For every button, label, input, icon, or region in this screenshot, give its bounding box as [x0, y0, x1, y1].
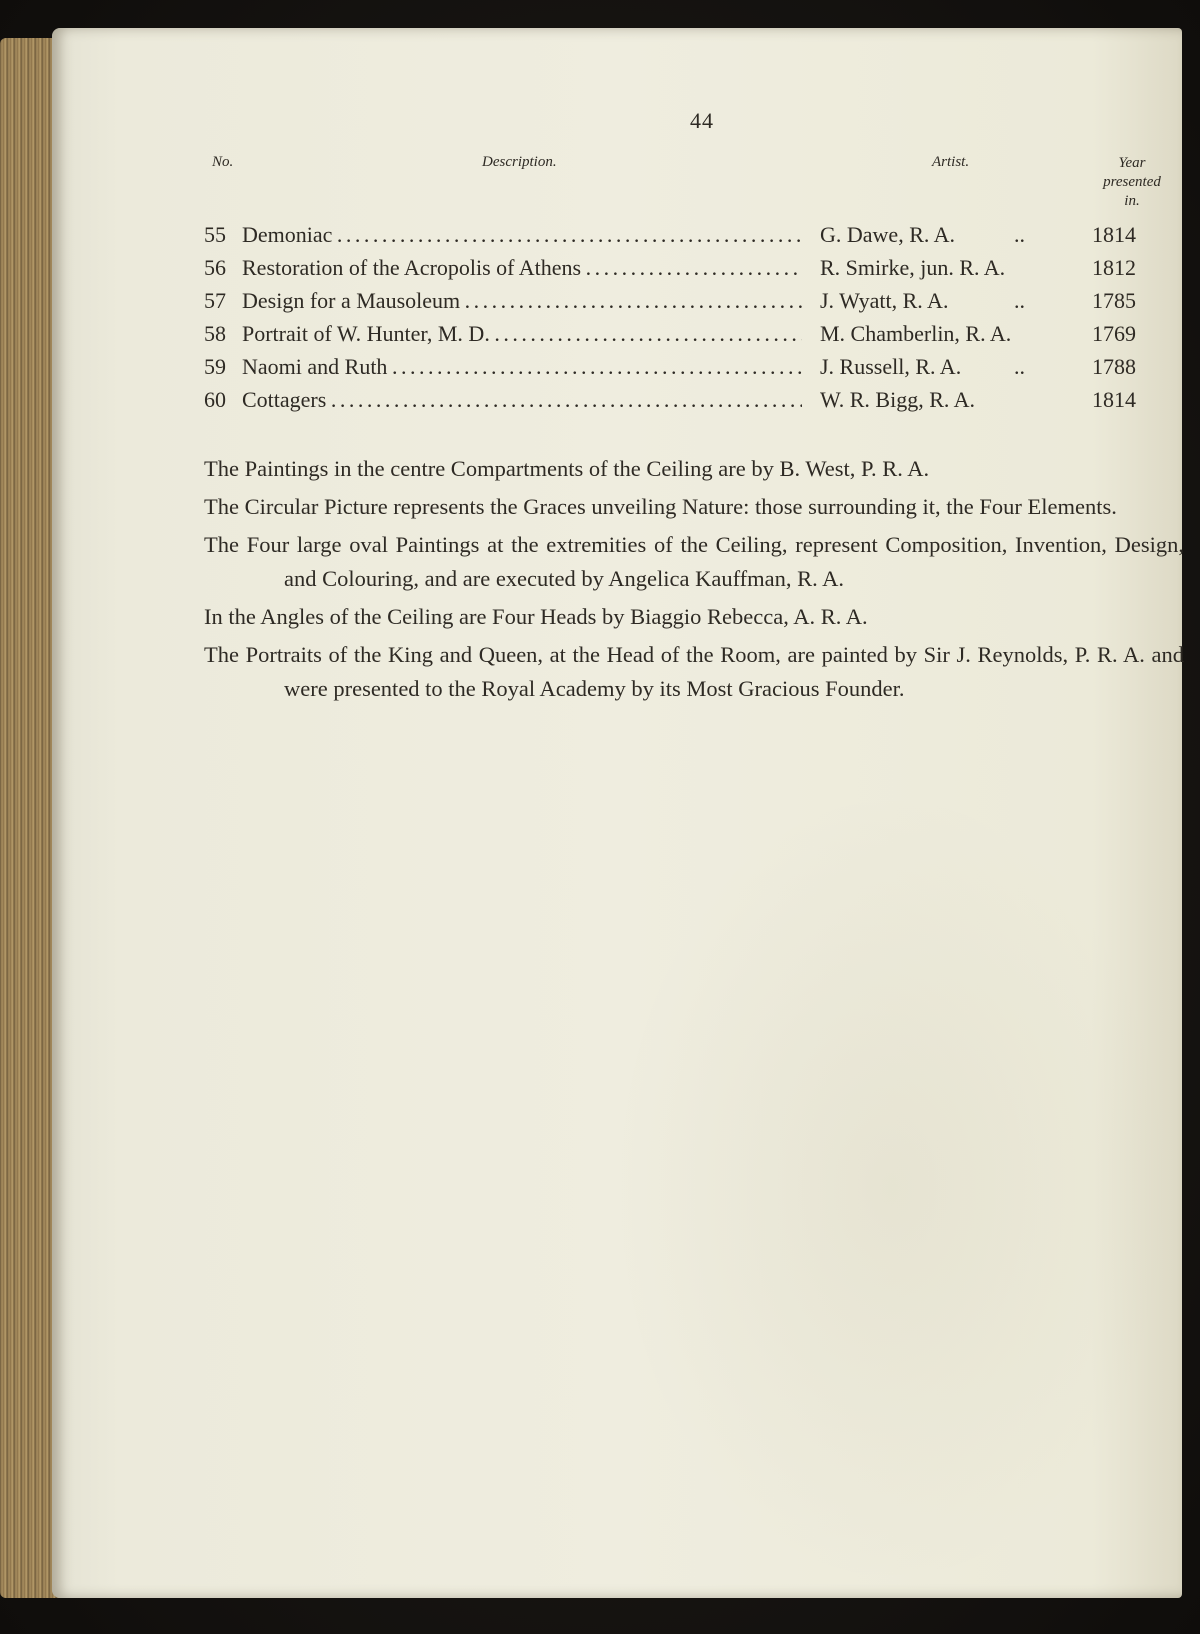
entry-year: 1812	[1092, 255, 1136, 280]
entry-artist: J. Wyatt, R. A.	[820, 288, 949, 313]
entry-description: Restoration of the Acropolis of Athens . . .	[242, 251, 802, 284]
entry-artist: R. Smirke, jun. R. A.	[820, 255, 1006, 280]
header-year-line2: presented in.	[1103, 174, 1161, 209]
entry-number: 55	[204, 222, 226, 247]
entry-description: Naomi and Ruth . . .	[242, 350, 802, 383]
entry-number: 58	[204, 321, 226, 346]
header-artist: Artist.	[932, 154, 970, 170]
book-page	[52, 28, 1182, 1598]
entry-year: 1785	[1092, 288, 1136, 313]
show-through-texture	[612, 788, 1172, 1588]
note-paragraph: The Circular Picture represents the Graces unveiling Nature: those surrounding it, the Four Elements.	[204, 494, 1117, 519]
entry-description: Cottagers . . .	[242, 383, 802, 416]
header-year-line1: Year	[1118, 155, 1146, 171]
header-year	[1102, 154, 1162, 211]
entry-description: Demoniac . . .	[242, 218, 802, 251]
note-paragraph: The Portraits of the King and Queen, at the Head of the Room, are painted by Sir J. Reynolds, P. R. A. and were presented to the Royal Academy by its Most Gracious Founder.	[204, 642, 1184, 701]
entry-number: 56	[204, 255, 226, 280]
entry-artist: J. Russell, R. A.	[820, 354, 962, 379]
catalogue-entry	[204, 350, 1189, 383]
catalogue-entry	[204, 317, 1189, 350]
entry-number: 60	[204, 387, 226, 412]
entry-year: 1788	[1092, 354, 1136, 379]
entry-number: 57	[204, 288, 226, 313]
entry-leader-dots: ..	[1014, 354, 1025, 379]
entry-artist: G. Dawe, R. A.	[820, 222, 956, 247]
header-description: Description.	[482, 154, 557, 170]
entry-leader-dots: ..	[1014, 222, 1025, 247]
entry-description: Portrait of W. Hunter, M. D. . . .	[242, 317, 802, 350]
page-number: 44	[690, 108, 714, 133]
catalogue-entry	[204, 284, 1189, 317]
catalogue-entry	[204, 218, 1189, 251]
entry-year: 1814	[1092, 387, 1136, 412]
entry-number: 59	[204, 354, 226, 379]
ceiling-notes	[204, 452, 1184, 710]
header-number: No.	[212, 154, 234, 170]
catalogue-entry	[204, 251, 1189, 284]
entry-description: Design for a Mausoleum . . .	[242, 284, 802, 317]
entry-year: 1814	[1092, 222, 1136, 247]
entry-leader-dots: ..	[1014, 288, 1025, 313]
note-paragraph: The Paintings in the centre Compartments of the Ceiling are by B. West, P. R. A.	[204, 456, 930, 481]
entry-artist: M. Chamberlin, R. A.	[820, 321, 1012, 346]
note-paragraph: In the Angles of the Ceiling are Four Heads by Biaggio Rebecca, A. R. A.	[204, 604, 868, 629]
note-paragraph: The Four large oval Paintings at the extremities of the Ceiling, represent Composition, Invention, Design, and Colouring, and are executed by Angelica Kauffman, R. A.	[204, 532, 1184, 591]
entry-artist: W. R. Bigg, R. A.	[820, 387, 976, 412]
catalogue-entry	[204, 383, 1189, 416]
catalogue-entries	[204, 218, 1189, 416]
entry-year: 1769	[1092, 321, 1136, 346]
